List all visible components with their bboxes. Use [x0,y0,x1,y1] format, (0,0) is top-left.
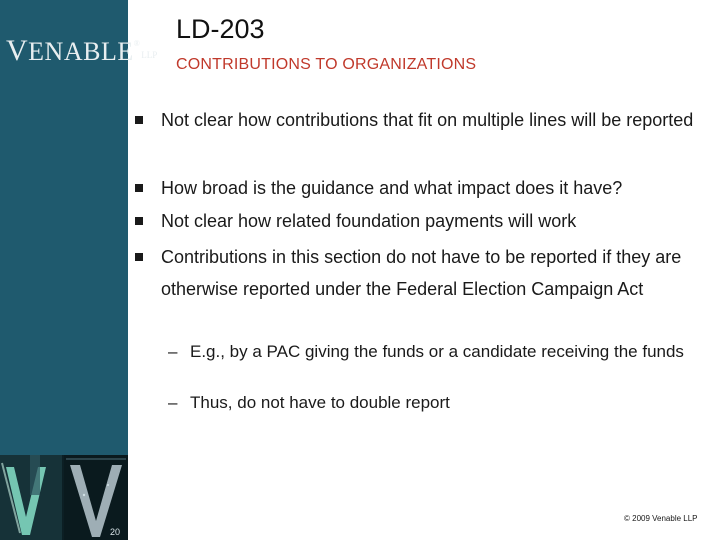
bullet-item [135,172,695,204]
square-bullet-icon [135,116,143,124]
page-title: LD-203 [176,14,265,44]
venable-logo [0,0,158,100]
bullet-text: How broad is the guidance and what impact does it have? [161,178,623,198]
sub-bullet-item [168,341,698,363]
copyright-notice: © 2009 Venable LLP [624,514,698,523]
monogram-v-icon [0,455,128,540]
square-bullet-icon [135,184,143,192]
dash-bullet-icon: – [168,342,178,361]
bullet-item [135,104,695,136]
bullet-text: Not clear how contributions that fit on multiple lines will be reported [161,110,694,130]
bullet-text: Not clear how related foundation payments will work [161,211,577,231]
sub-bullet-text: E.g., by a PAC giving the funds or a candidate receiving the funds [190,342,684,361]
monogram-artwork [0,455,128,540]
square-bullet-icon [135,217,143,225]
dash-bullet-icon: – [168,393,178,412]
bullet-text: Contributions in this section do not have to be reported if they are otherwise reported under the Federal Election Campaign Act [161,247,682,299]
page-subtitle: CONTRIBUTIONS TO ORGANIZATIONS [176,56,477,73]
square-bullet-icon [135,253,143,261]
bullet-item [135,205,695,237]
logo-wordmark: VENABLE®LLP [6,34,158,67]
sub-bullet-text: Thus, do not have to double report [190,393,450,412]
sub-bullet-item [168,392,698,414]
page-number: 20 [110,527,121,537]
bullet-item [135,241,695,305]
